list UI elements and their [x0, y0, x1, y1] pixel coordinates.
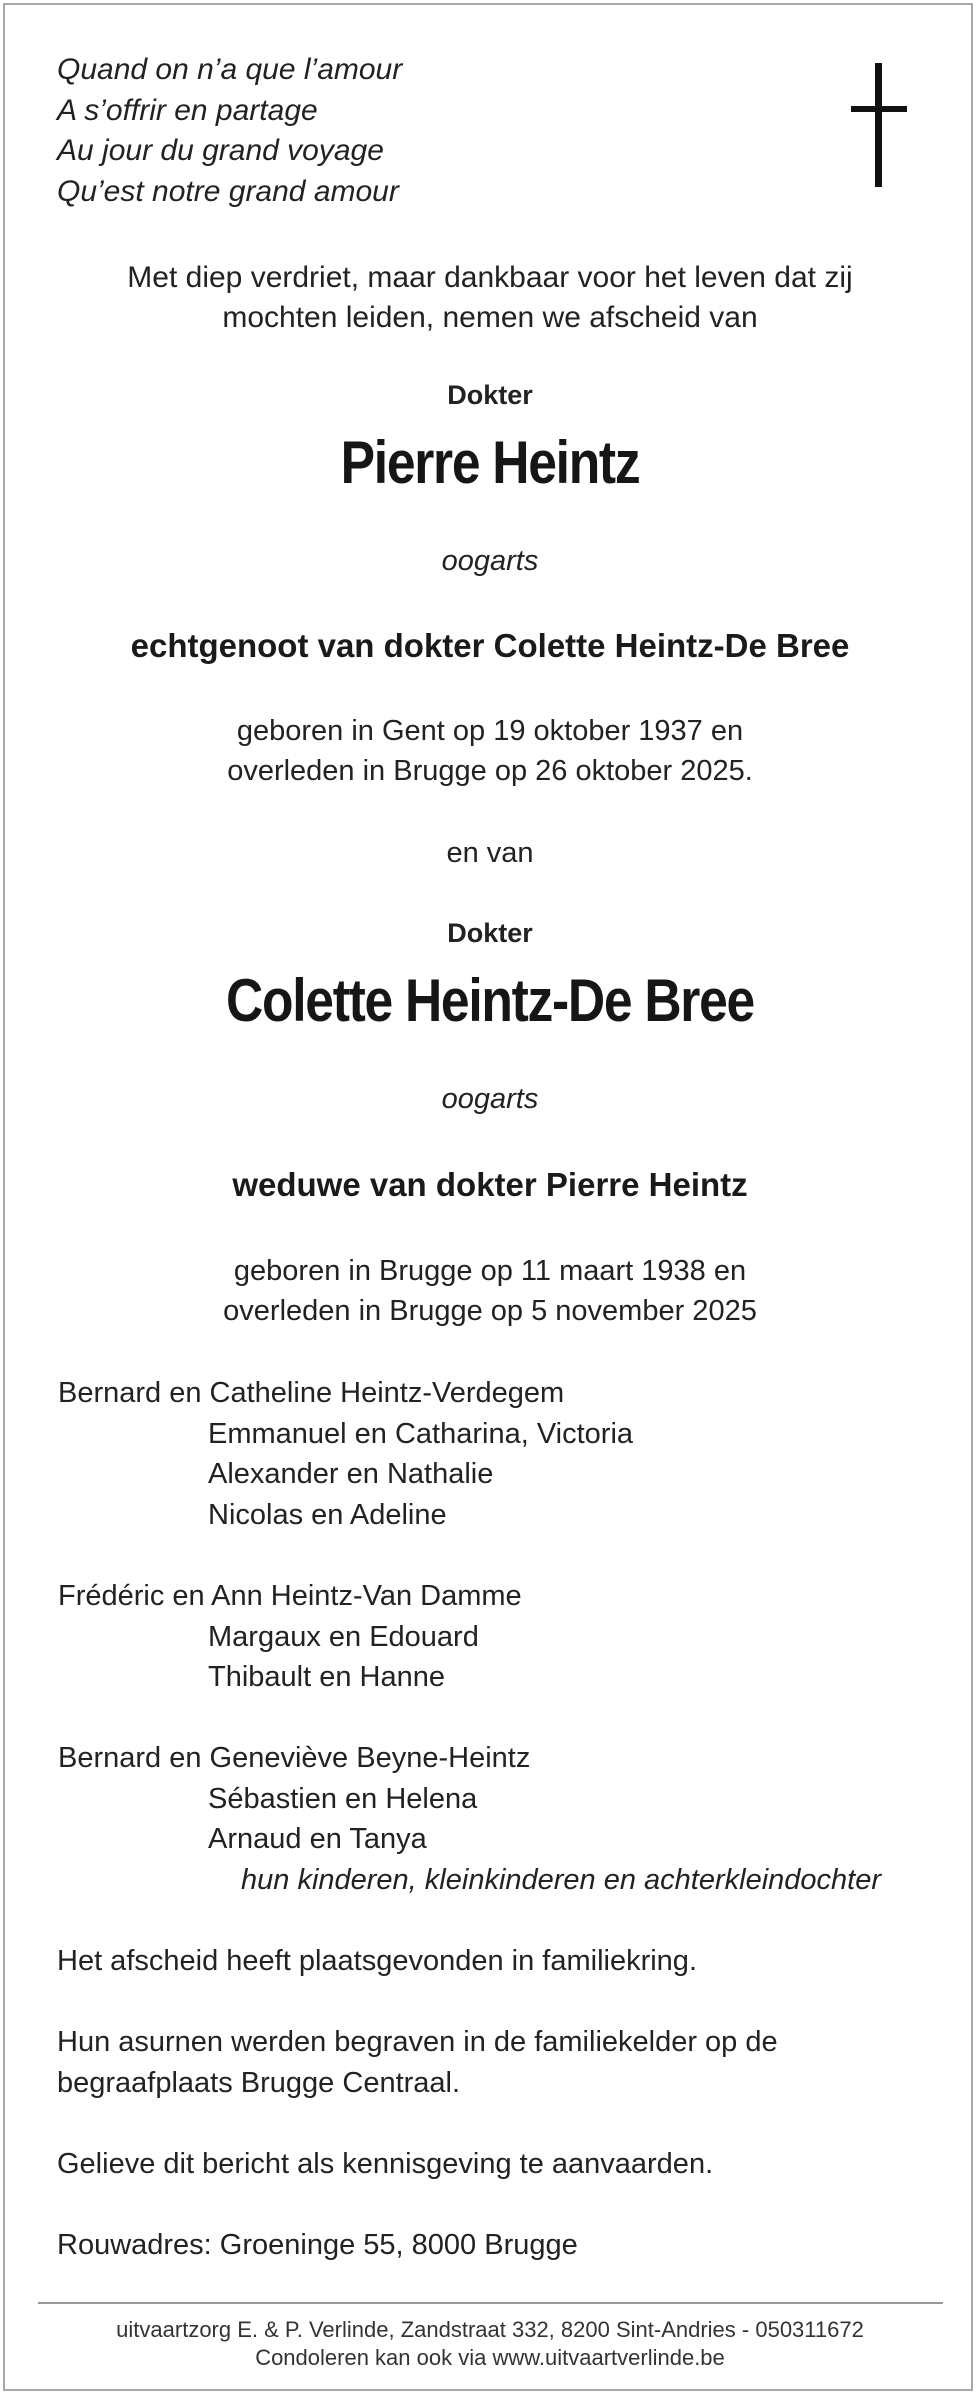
latin-cross-icon	[851, 63, 907, 187]
family-parents: Bernard en Geneviève Beyne-Heintz	[58, 1742, 531, 1774]
person2-name: Colette Heintz-De Bree	[226, 967, 754, 1034]
family-group-2	[58, 1576, 522, 1698]
address-text: Rouwadres: Groeninge 55, 8000 Brugge	[57, 2229, 578, 2261]
person1-name: Pierre Heintz	[340, 429, 640, 496]
intro-text	[0, 258, 980, 338]
footer-condolence: Condoleren kan ook via www.uitvaartverlinde.be	[255, 2345, 725, 2370]
poem-line: Au jour du grand voyage	[57, 134, 384, 167]
person2-profession: oogarts	[441, 1083, 539, 1115]
family-group-1	[58, 1373, 633, 1535]
family-caption: hun kinderen, kleinkinderen en achterkleindochter	[241, 1864, 882, 1896]
poem-line: Quand on n’a que l’amour	[57, 53, 403, 86]
acknowledge-text: Gelieve dit bericht als kennisgeving te aanvaarden.	[57, 2148, 714, 2180]
family-child: Alexander en Nathalie	[208, 1458, 494, 1490]
family-child: Margaux en Edouard	[208, 1620, 479, 1653]
person1-spouse: echtgenoot van dokter Colette Heintz-De Bree	[130, 627, 850, 664]
burial-line: begraafplaats Brugge Centraal.	[57, 2066, 461, 2099]
person2-title: Dokter	[447, 918, 533, 948]
footer-divider	[38, 2302, 943, 2304]
family-child: Arnaud en Tanya	[208, 1823, 427, 1855]
footer	[0, 2316, 980, 2372]
person1-birth: geboren in Gent op 19 oktober 1937 en	[236, 715, 744, 747]
intro-line: mochten leiden, nemen we afscheid van	[222, 301, 758, 334]
person2-birth: geboren in Brugge op 11 maart 1938 en	[233, 1255, 747, 1287]
person1-title: Dokter	[447, 380, 533, 410]
farewell-text: Het afscheid heeft plaatsgevonden in familiekring.	[57, 1945, 697, 1977]
person2-death: overleden in Brugge op 5 november 2025	[223, 1295, 757, 1327]
poem-line: A s’offrir en partage	[57, 93, 318, 127]
family-parents: Bernard en Catheline Heintz-Verdegem	[58, 1377, 565, 1409]
family-child: Emmanuel en Catharina, Victoria	[208, 1417, 634, 1450]
poem	[57, 50, 402, 212]
person2-spouse: weduwe van dokter Pierre Heintz	[232, 1166, 748, 1203]
family-group-3	[58, 1738, 530, 1860]
burial-line: Hun asurnen werden begraven in de familiekelder op de	[57, 2026, 778, 2058]
person1-dates	[0, 711, 980, 791]
family-child: Thibault en Hanne	[208, 1661, 445, 1693]
family-child: Nicolas en Adeline	[208, 1498, 447, 1531]
and-of: en van	[446, 837, 534, 869]
person1-death: overleden in Brugge op 26 oktober 2025.	[227, 755, 753, 787]
person2-dates	[0, 1251, 980, 1331]
intro-line: Met diep verdriet, maar dankbaar voor het leven dat zij	[127, 261, 853, 294]
family-parents: Frédéric en Ann Heintz-Van Damme	[58, 1580, 522, 1612]
family-child: Sébastien en Helena	[208, 1782, 478, 1815]
person1-profession: oogarts	[441, 545, 539, 577]
poem-line: Qu’est notre grand amour	[57, 174, 399, 208]
footer-company: uitvaartzorg E. & P. Verlinde, Zandstraat 332, 8200 Sint-Andries - 050311672	[116, 2317, 864, 2342]
burial-text	[57, 2022, 778, 2103]
